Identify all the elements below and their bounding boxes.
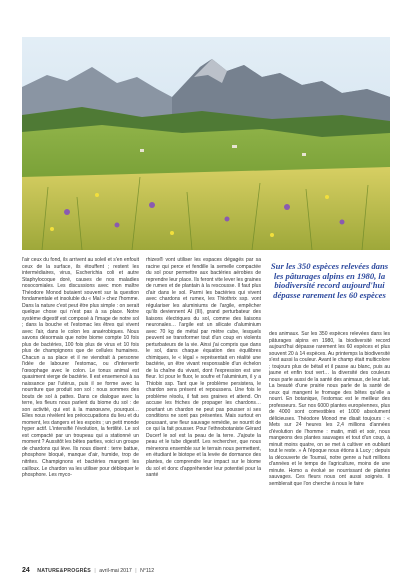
alpine-meadow-photo [22,37,390,250]
issue-date: avril-mai 2017 [99,568,132,574]
magazine-name: NATURE&PROGRÈS [37,568,91,574]
column-3-text: des animaux. Sur les 350 espèces relevées dans les pâturages alpins en 1980, la biodiversité record aujourd'hui dépasse rarement les 60 espèces et plus souvent 20 à 14 espèces. Au printemps la biodiversité s'est aussi la couleur. Avant le champ était multicolore ; toujours plus de bétail et il passe au blanc, puis au jaune et enfin tout vert… la diversité des couleurs nous parle aussi de la santé des animaux, de leur lait. La beauté d'une prairie nous parle de la santé de ceux qui mangent le fromage des bêtes qu'elle a nourri. En botanique, l'estomac est le meilleur des professeurs. Sur nos 6000 plantes européennes, plus de 4000 sont comestibles et 1000 absolument délicieuses. Théodore Monod me disait toujours : « Mets sur 24 heures les 2,4 millions d'années d'évolution de l'homme : matin, midi et soir, nous mangeons des plantes sauvages et tout d'un coup, à minuit moins quatre, on se met à cultiver en oubliant tout le reste. » À l'époque nous étions à Lucy ; depuis la découverte de Toumaï, notre genre a huit millions d'années et le temps de l'agriculture, moins de une minute. Homo a évolué se nourrissant de plantes sauvages. Ces fleurs nous ont aussi soignés. Il semblerait que l'on cherche à nous le faire [269,331,390,487]
column-2-text: rhizes® vont utiliser les espaces dégagés par sa racine qui perce et fendille la semelle compactée du sol pour permettre aux bactéries aérobies de reprendre leur place. Ils feront vite lever les graines de rumex et de plantain à la rescousse. Il faut plus d'air dans le sol. Parmi les bactéries qui vivent avec chardons et rumex, les Thiothrix ssp. vont régulariser les aluminiums de l'argile, empêcher qu'ils deviennent Al (III), grand perturbateur des liaisons électriques du sol, comme des liaisons neuronales… l'argile est un silicate d'aluminium avec 70 kg de métal par mètre cube, lesquels peuvent se transformer tout d'un coup en violents perturbateurs de la vie. Ainsi j'ai compris que dans le sol, dans chaque équation des équilibres chimiques, le « légal » représentait en réalité une bactérie, un être vivant responsable d'un échelon de la chaîne du vivant, dont l'expression est une fleur. Ici pour le fluor, le soufre et l'aluminium, il y a Thiobix ssp. Tant que le problème persistera, le chardon sera présent et repoussera. Une fois le problème résolu, il fait ses graines et attend. On accuse les friches de propager les chardons… pourtant un chardon ne peut pas pousser si ses conditions ne sont pas présentes. Mais surtout en poussant, une fleur sauvage remédie, se nourrit de ce qui la fait pousser. Pour l'ethnobotaniste Gérard Ducerf le sol est la peau de la terre. J'ajoute la peau et le tube digestif. Les rechercher, que nous mènerons ensemble sur le terrain nous permettent, en étudiant le biotope et la levée de dormance des plantes, de comprendre leur impact sur le biome du sol et donc d'appréhender leur potentiel pour la santé [146,257,261,479]
page-footer: 24 NATURE&PROGRÈS | avril-mai 2017 | N°112 [22,567,155,574]
text-column-2 [146,257,261,479]
meadow-illustration [22,37,390,250]
page-number: 24 [22,567,30,574]
pull-quote: Sur les 350 espèces relevées dans les pâturages alpins en 1980, la biodiversité record aujourd'hui dépasse rarement les 60 espèces [270,261,389,300]
text-column-1 [22,257,139,479]
issue-number: N°112 [140,568,155,574]
text-column-3 [269,331,390,487]
column-1-text: l'air ceux du fond, ils arrivent au soleil et s'en enfouit ceux de la surface, ils étouffent ; restent les intermédiaires, virus, Escherichia coli et autre Staphylocoque doré, causes de nos maladies nosocomiales. Les discussions avec mon maître Théodore Monod butaient souvent sur la question fondamentale et insoluble du « Mal » chez l'homme. Dans la nature c'est peut être plus simple : on serait quelque chose qui n'est pas à sa place. Notre système digestif est composé à l'image de notre sol ; dans la bouche et l'estomac les êtres qui vivent avec l'air, dans le colon les anaérobiques. Nous savons désormais que notre biome compte 10 fois plus de bactéries, 100 fois plus de virus et 10 fois plus de champignons que de cellules humaines. Chacun a sa place et il ne viendrait à personne l'idée de labourer l'estomac, ou d'intervertir l'œsophage avec le colon. Le tonus animal est quasiment vierge de bactérie. Il est ensemencé à sa naissance par l'utérus, puis il se forme avec la nourriture que produit son sol : nous sommes des bouts de sol à pattes. Dans ce dialogue avec la terre, les fleurs nous parlent du biome du sol : de son activité, qui est à la manœuvre, pourquoi… Elles nous révèlent les préoccupations du lieu et du moment, les dangers et les espoirs ; un petit monde hyper actif. L'intensifié l'évolution, la fertilité. Le sol est compacté par un troupeau qui a stationné un moment ? Aussitôt les bêtes parties, voici un groupe de chardons qui lève. Ils nous disent : terre battue, phosphore bloqué, manque d'air, humide, trop de nitrites. Champignons et bactéries mangent les cailloux. Le chardon va les utiliser pour débloquer le phosphore. Les myco- [22,257,139,479]
